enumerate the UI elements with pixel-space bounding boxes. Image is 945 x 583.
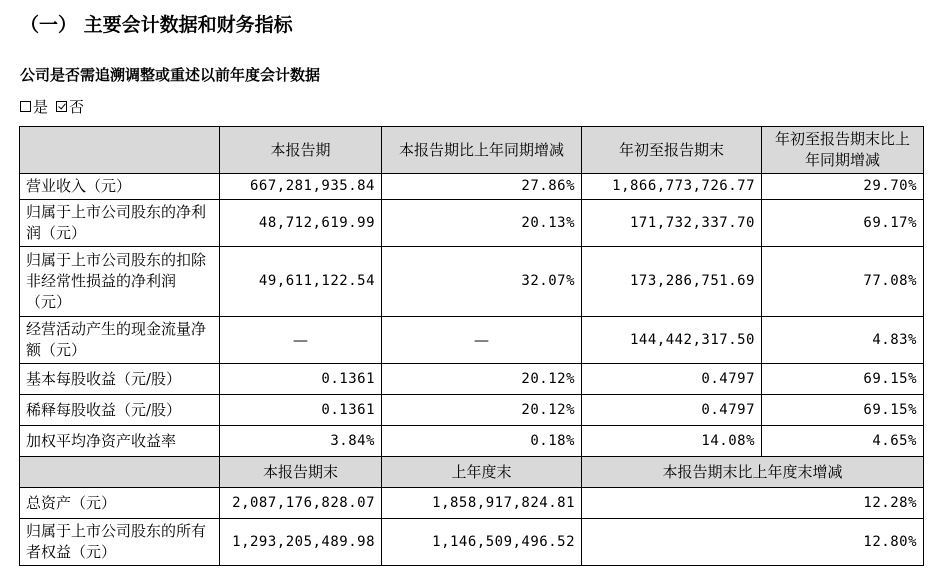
table-cell: 20.12% [382, 364, 582, 395]
row-label: 基本每股收益（元/股） [20, 364, 220, 395]
option-no[interactable] [56, 96, 84, 117]
table-cell: 173,286,751.69 [582, 247, 762, 317]
table-row [20, 174, 924, 200]
table-cell: 12.28% [582, 488, 924, 519]
financial-data-table [19, 126, 924, 566]
row-label: 稀释每股收益（元/股） [20, 395, 220, 426]
section-title: （一） 主要会计数据和财务指标 [20, 14, 293, 36]
table-cell: 0.1361 [220, 364, 382, 395]
table-row [20, 488, 924, 519]
table-cell: 32.07% [382, 247, 582, 317]
table-header-row [20, 127, 924, 174]
table-cell: 1,858,917,824.81 [382, 488, 582, 519]
yes-no-options [20, 96, 92, 117]
header-cell-empty [20, 457, 220, 488]
table-row [20, 200, 924, 247]
option-yes-label: 是 [33, 98, 49, 116]
table-row [20, 364, 924, 395]
row-label: 归属于上市公司股东的所有者权益（元） [20, 519, 220, 566]
table-cell: 29.70% [762, 174, 924, 200]
table-cell: 77.08% [762, 247, 924, 317]
table-cell: 0.4797 [582, 364, 762, 395]
table-row [20, 247, 924, 317]
table-cell: 0.1361 [220, 395, 382, 426]
table-cell: 171,732,337.70 [582, 200, 762, 247]
table-cell: 14.08% [582, 426, 762, 457]
table-cell: 69.15% [762, 364, 924, 395]
table-cell: 48,712,619.99 [220, 200, 382, 247]
table-cell: 667,281,935.84 [220, 174, 382, 200]
header-cell: 本报告期比上年同期增减 [382, 127, 582, 174]
table-cell: 20.12% [382, 395, 582, 426]
header-cell: 本报告期末 [220, 457, 382, 488]
table-cell: — [382, 317, 582, 364]
checkbox-unchecked-icon[interactable] [20, 101, 31, 112]
row-label: 营业收入（元） [20, 174, 220, 200]
table-cell: 0.4797 [582, 395, 762, 426]
table-row [20, 519, 924, 566]
option-no-label: 否 [69, 98, 85, 116]
table-cell: — [220, 317, 382, 364]
table-cell: 1,866,773,726.77 [582, 174, 762, 200]
table-cell: 2,087,176,828.07 [220, 488, 382, 519]
row-label: 加权平均净资产收益率 [20, 426, 220, 457]
table-cell: 4.83% [762, 317, 924, 364]
table-cell: 12.80% [582, 519, 924, 566]
header-cell-empty [20, 127, 220, 174]
table-cell: 0.18% [382, 426, 582, 457]
row-label: 归属于上市公司股东的净利润（元） [20, 200, 220, 247]
table-cell: 27.86% [382, 174, 582, 200]
row-label: 总资产（元） [20, 488, 220, 519]
header-cell: 本报告期末比上年度末增减 [582, 457, 924, 488]
row-label: 归属于上市公司股东的扣除非经常性损益的净利润（元） [20, 247, 220, 317]
sub-title: 公司是否需追溯调整或重述以前年度会计数据 [20, 66, 321, 84]
header-cell: 年初至报告期末比上年同期增减 [762, 127, 924, 174]
table-cell: 4.65% [762, 426, 924, 457]
header-cell: 年初至报告期末 [582, 127, 762, 174]
table-cell: 69.17% [762, 200, 924, 247]
table-cell: 69.15% [762, 395, 924, 426]
table-cell: 49,611,122.54 [220, 247, 382, 317]
table-cell: 1,146,509,496.52 [382, 519, 582, 566]
header-cell: 上年度末 [382, 457, 582, 488]
table-row [20, 426, 924, 457]
row-label: 经营活动产生的现金流量净额（元） [20, 317, 220, 364]
table-cell: 1,293,205,489.98 [220, 519, 382, 566]
table-row [20, 395, 924, 426]
table-row [20, 317, 924, 364]
checkbox-checked-icon[interactable] [56, 101, 67, 112]
table-cell: 20.13% [382, 200, 582, 247]
table-subheader-row [20, 457, 924, 488]
header-cell: 本报告期 [220, 127, 382, 174]
table-cell: 144,442,317.50 [582, 317, 762, 364]
option-yes[interactable] [20, 96, 48, 117]
table-cell: 3.84% [220, 426, 382, 457]
